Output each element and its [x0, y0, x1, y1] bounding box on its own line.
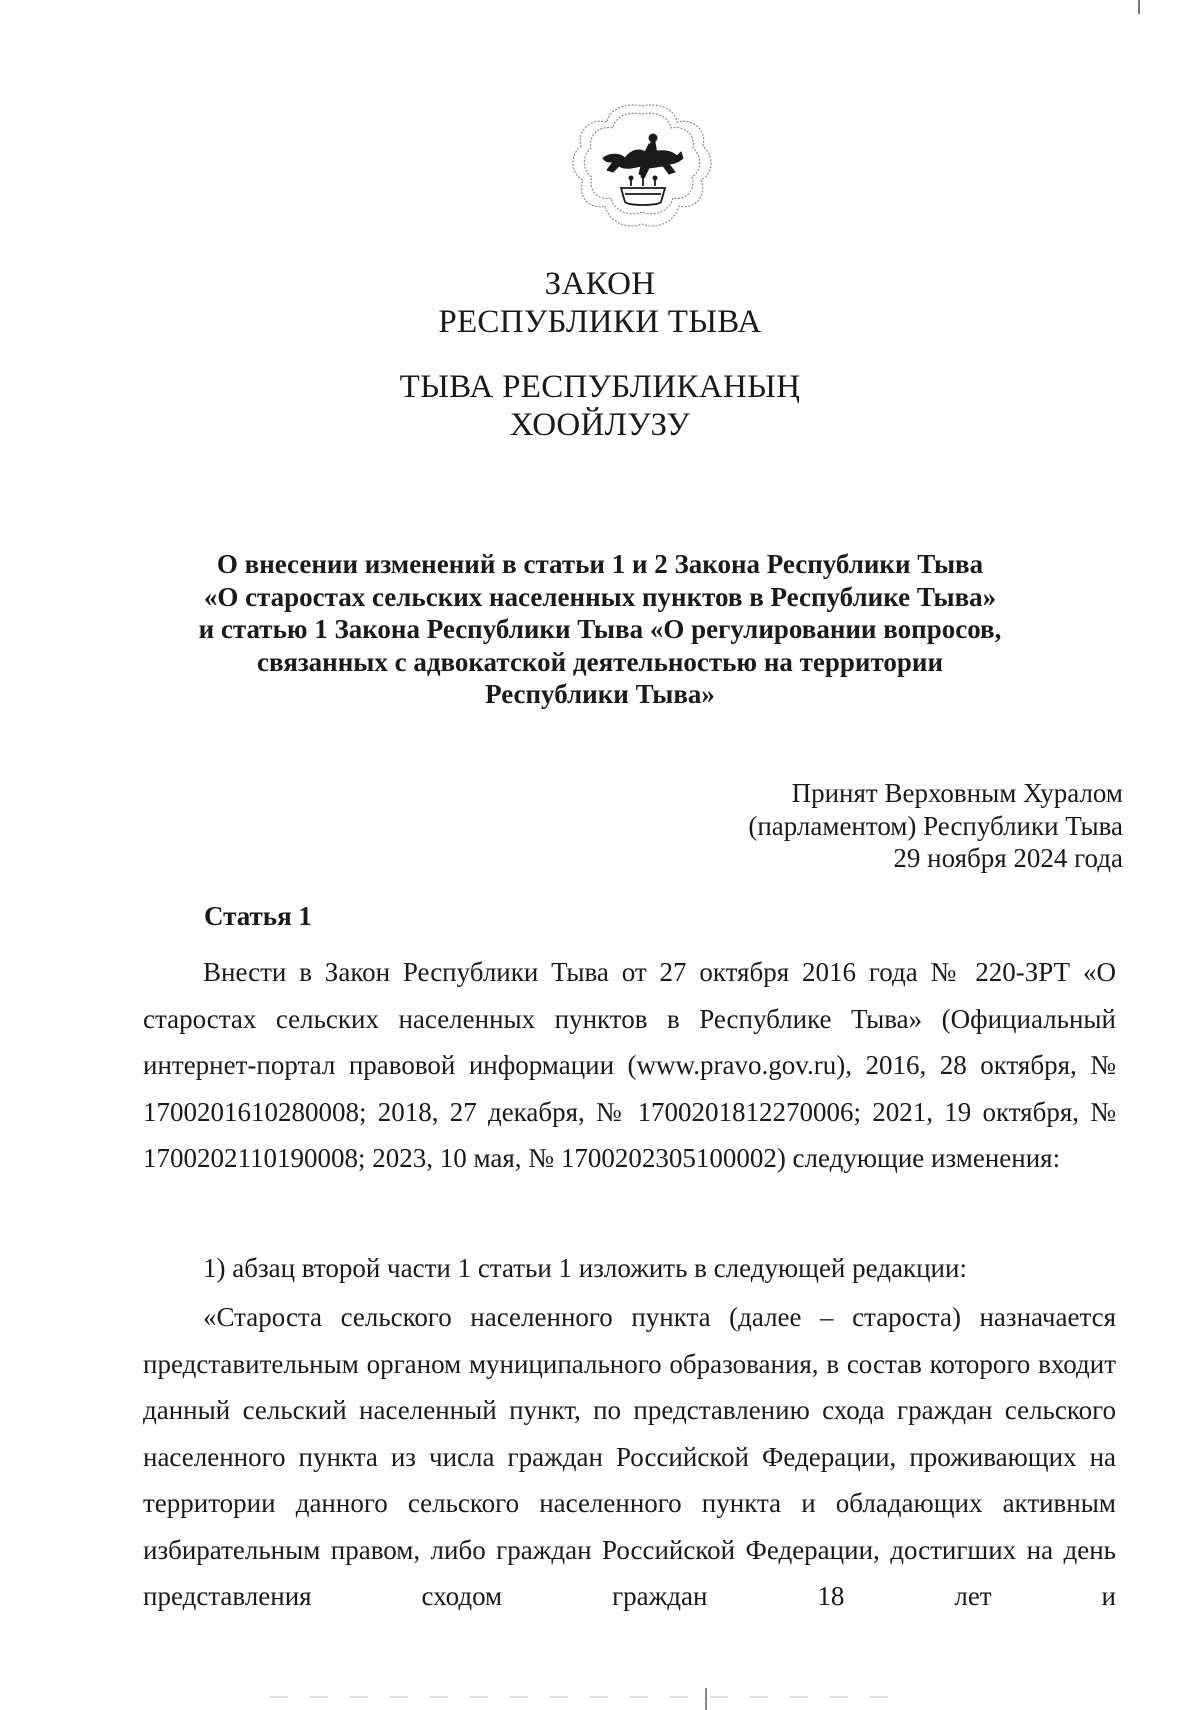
- adoption-line: Принят Верховным Хуралом: [791, 778, 1123, 808]
- law-title-line: ХООЙЛУЗУ: [509, 407, 691, 443]
- article-paragraph: 1) абзац второй части 1 статьи 1 изложить в следующей редакции:: [203, 1253, 967, 1283]
- article-paragraph: Внести в Закон Республики Тыва от 27 октября 2016 года № 220-ЗРТ «О старостах сельских населенных пунктов в Республике Тыва» (Официальный интернет-портал правовой информации (www.pravo.gov.ru), 2016, 28 октября, № 1700201610280008; 2018, 27 декабря, № 1700201812270006; 2021, 19 октября, № 1700202110190008; 2023, 10 мая, № 1700202305100002) следующие изменения:: [143, 957, 1116, 1173]
- law-title-tuvan: [0, 368, 1200, 444]
- article-paragraph: «Староста сельского населенного пункта (далее – староста) назначается представительным органом муниципального образования, в состав которого входит данный сельский населенный пункт, по представлению схода граждан сельского населенного пункта из числа граждан Российской Федерации, проживающих на территории данного сельского населенного пункта и обладающих активным избирательным правом, либо граждан Российской Федерации, достигших на день представления сходом граждан 18 лет и: [143, 1302, 1116, 1611]
- adoption-date: 29 ноября 2024 года: [893, 843, 1123, 873]
- adoption-note: [748, 777, 1123, 875]
- subject-line: «О старостах сельских населенных пунктов в Республике Тыва»: [203, 581, 997, 612]
- scan-artifact: [270, 1696, 890, 1698]
- law-title-line: ЗАКОН: [544, 266, 656, 302]
- tuva-coat-of-arms-icon: [565, 100, 720, 235]
- subject-line: О внесении изменений в статьи 1 и 2 Закона Республики Тыва: [216, 549, 984, 579]
- subject-line: и статью 1 Закона Республики Тыва «О регулировании вопросов,: [198, 614, 1002, 644]
- subject-line: Республики Тыва»: [485, 679, 715, 709]
- scan-mark: [1138, 0, 1140, 14]
- law-title-russian: [0, 265, 1200, 341]
- article-heading: Статья 1: [204, 901, 312, 931]
- law-title-line: РЕСПУБЛИКИ ТЫВА: [438, 304, 762, 340]
- law-subject-heading: [170, 548, 1030, 711]
- adoption-line: (парламентом) Республики Тыва: [748, 810, 1123, 841]
- subject-line: связанных с адвокатской деятельностью на территории: [257, 646, 943, 677]
- law-title-line: ТЫВА РЕСПУБЛИКАНЫҢ: [399, 369, 801, 405]
- scan-mark: [705, 1688, 707, 1710]
